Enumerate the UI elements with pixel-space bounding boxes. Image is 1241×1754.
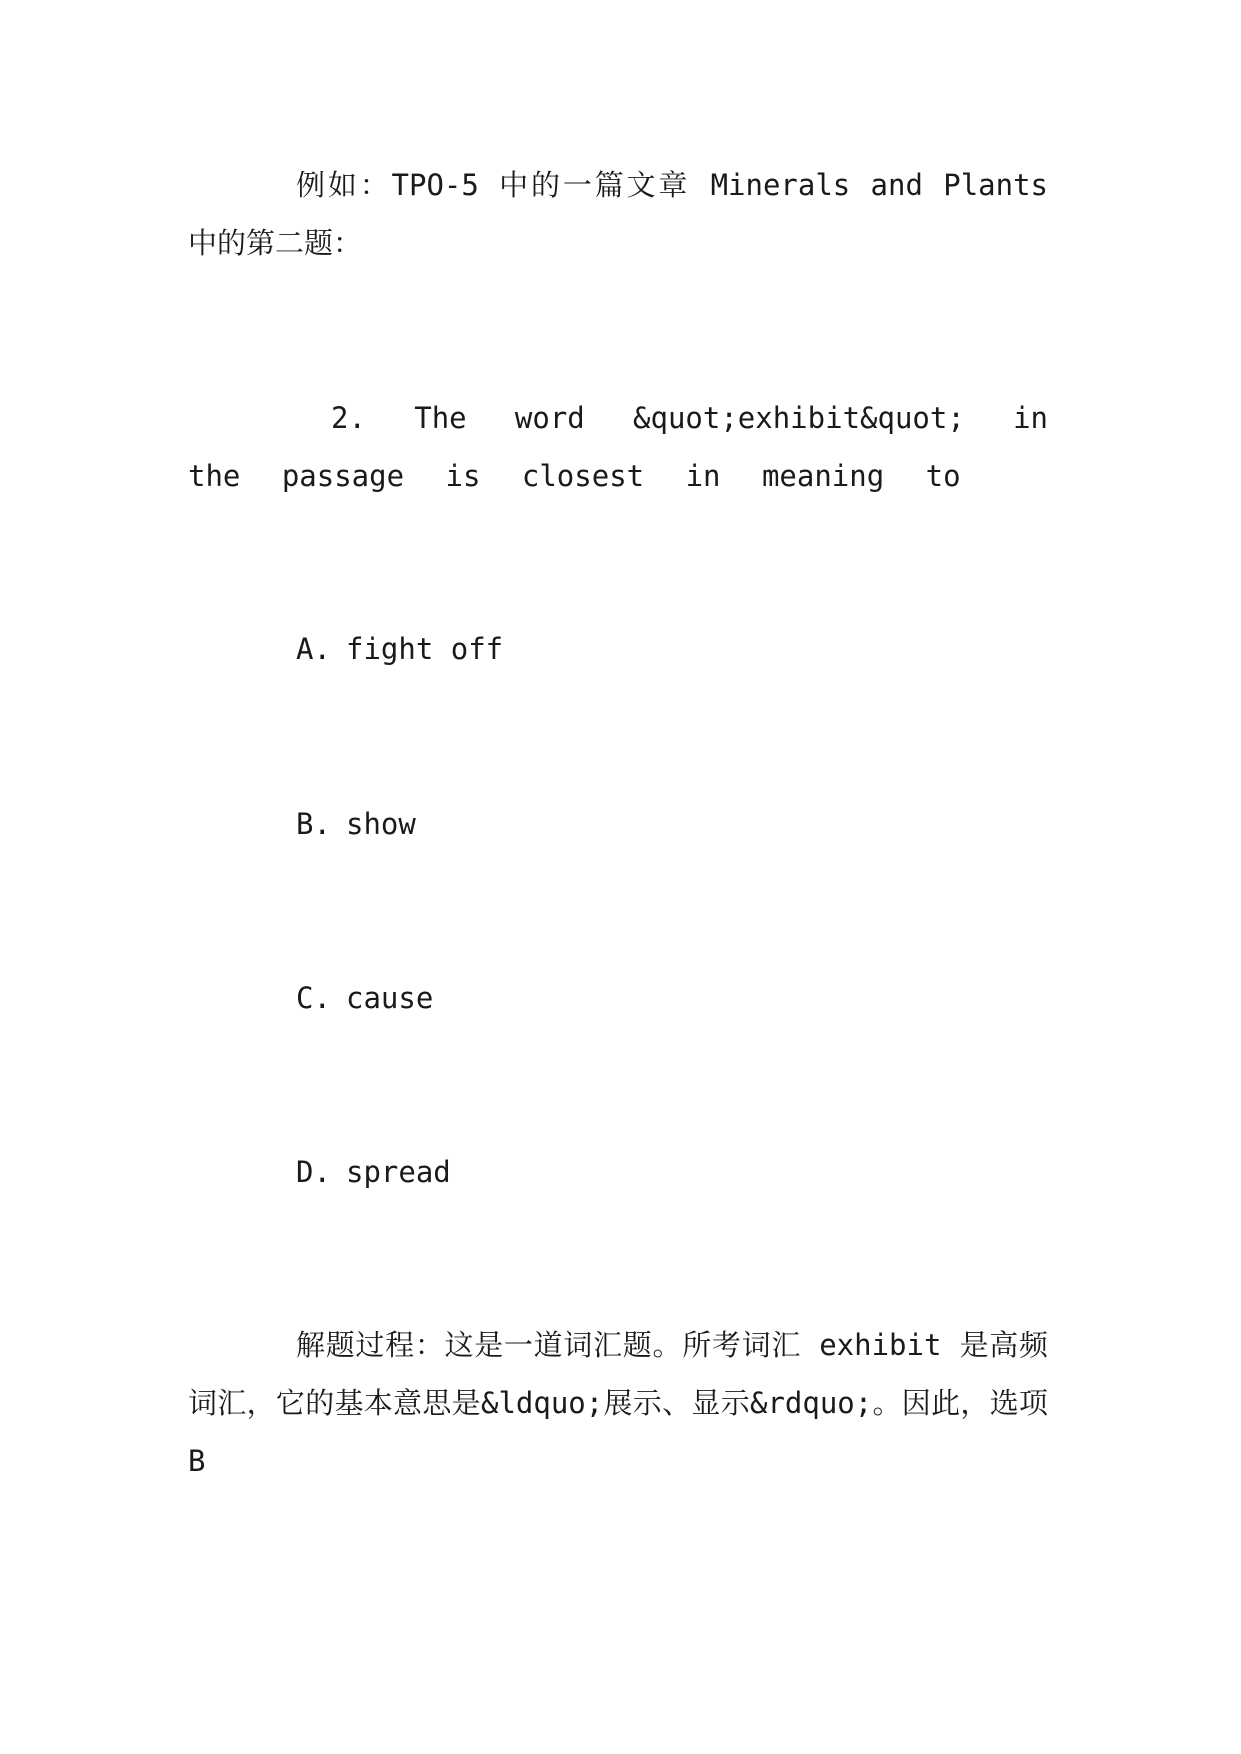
- option-text: spread: [346, 1155, 451, 1189]
- option-d: [296, 1143, 451, 1201]
- option-b: [296, 795, 416, 853]
- option-text: show: [346, 807, 416, 841]
- question-text: The word &quot;exhibit&quot; in the passage is closest in meaning to: [188, 401, 1048, 493]
- intro-paragraph: 例如：TPO-5 中的一篇文章 Minerals and Plants 中的第二题：: [188, 168, 1048, 260]
- option-text: fight off: [346, 632, 504, 666]
- option-text: cause: [346, 981, 434, 1015]
- question-number: 2.: [331, 401, 366, 435]
- option-c: [296, 969, 433, 1027]
- option-letter: A.: [296, 632, 331, 666]
- solution-paragraph: 解题过程：这是一道词汇题。所考词汇 exhibit 是高频词汇，它的基本意思是&ldquo;展示、显示&rdquo;。因此，选项 B: [188, 1328, 1048, 1478]
- question-paragraph: [188, 389, 1048, 505]
- option-letter: C.: [296, 981, 331, 1015]
- option-letter: B.: [296, 807, 331, 841]
- option-a: [296, 620, 503, 678]
- option-letter: D.: [296, 1155, 331, 1189]
